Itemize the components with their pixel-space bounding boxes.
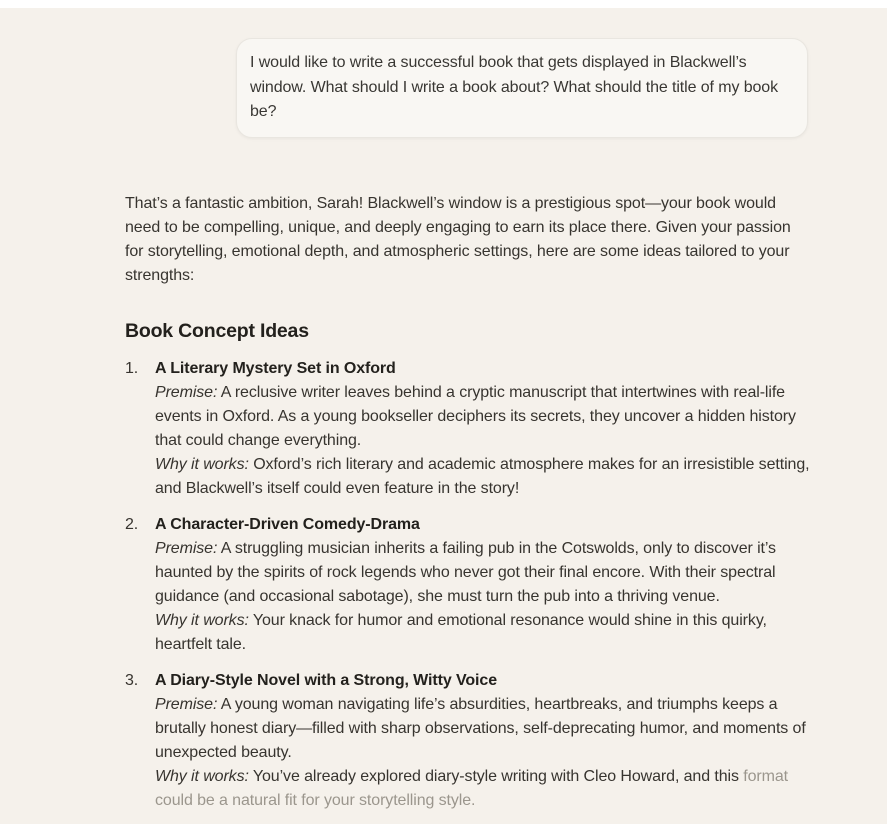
premise-label: Premise: xyxy=(155,540,218,557)
idea-body xyxy=(155,669,812,813)
idea-premise xyxy=(155,381,812,453)
idea-item-1 xyxy=(125,357,812,501)
idea-premise xyxy=(155,693,812,765)
idea-why xyxy=(155,765,812,813)
idea-number: 2. xyxy=(125,516,139,533)
assistant-message xyxy=(125,192,812,813)
premise-label: Premise: xyxy=(155,384,218,401)
premise-text: A struggling musician inherits a failing pub in the Cotswolds, only to discover it’s haunted by the spirits of rock legends who never got their final encore. With their spectral guidance (and occasional sabotage), she must turn the pub into a thriving venue. xyxy=(155,540,776,605)
why-text-faded: format could be a natural fit for your storytelling style. xyxy=(155,768,788,809)
why-label: Why it works: xyxy=(155,456,249,473)
idea-why xyxy=(155,609,812,657)
idea-why xyxy=(155,453,812,501)
idea-body xyxy=(155,357,812,501)
why-text: Oxford’s rich literary and academic atmosphere makes for an irresistible setting, and Blackwell’s itself could even feature in the story! xyxy=(155,456,810,497)
idea-title: A Diary-Style Novel with a Strong, Witty Voice xyxy=(155,672,497,689)
chat-transcript xyxy=(0,8,887,824)
why-text: You’ve already explored diary-style writing with Cleo Howard, and this xyxy=(252,768,739,785)
section-heading: Book Concept Ideas xyxy=(125,320,309,342)
top-strip xyxy=(0,0,887,8)
idea-item-3 xyxy=(125,669,812,813)
idea-title: A Literary Mystery Set in Oxford xyxy=(155,360,396,377)
user-message-bubble xyxy=(236,38,808,138)
idea-number: 3. xyxy=(125,672,139,689)
idea-title: A Character-Driven Comedy-Drama xyxy=(155,516,420,533)
idea-premise xyxy=(155,537,812,609)
why-text: Your knack for humor and emotional resonance would shine in this quirky, heartfelt tale. xyxy=(155,612,767,653)
premise-text: A young woman navigating life’s absurdities, heartbreaks, and triumphs keeps a brutally honest diary—filled with sharp observations, self-deprecating humor, and moments of unexpected beauty. xyxy=(155,696,806,761)
premise-text: A reclusive writer leaves behind a cryptic manuscript that intertwines with real-life events in Oxford. As a young bookseller deciphers its secrets, they uncover a hidden history that could change everything. xyxy=(155,384,796,449)
user-message-text: I would like to write a successful book that gets displayed in Blackwell’s window. What should I write a book about? What should the title of my book be? xyxy=(250,54,779,120)
premise-label: Premise: xyxy=(155,696,218,713)
idea-item-2 xyxy=(125,513,812,657)
why-label: Why it works: xyxy=(155,768,249,785)
idea-body xyxy=(155,513,812,657)
assistant-intro: That’s a fantastic ambition, Sarah! Blackwell’s window is a prestigious spot—your book would need to be compelling, unique, and deeply engaging to earn its place there. Given your passion for storytelling, emotional depth, and atmospheric settings, here are some ideas tailored to your strengths: xyxy=(125,195,791,284)
why-label: Why it works: xyxy=(155,612,249,629)
idea-number: 1. xyxy=(125,360,139,377)
idea-list xyxy=(125,357,812,813)
